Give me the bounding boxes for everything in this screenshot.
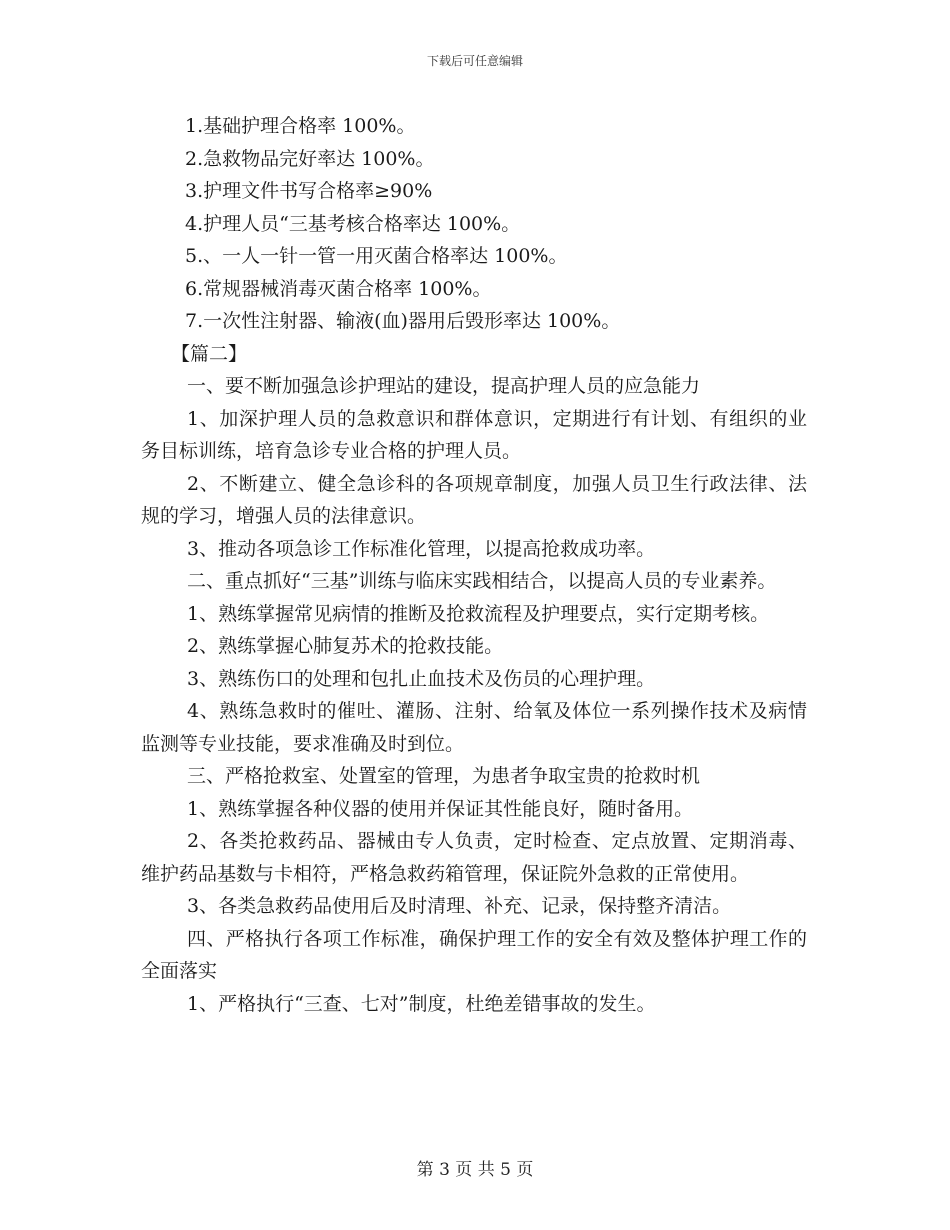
page-footer: 第 3 页 共 5 页: [416, 1160, 534, 1180]
list-item: 3.护理文件书写合格率≥90%: [185, 180, 433, 202]
list-item: 1.基础护理合格率 100%。: [185, 115, 416, 137]
paragraph: 四、严格执行各项工作标准，确保护理工作的安全有效及整体护理工作的全面落实: [141, 927, 807, 982]
paragraph: 一、要不断加强急诊护理站的建设，提高护理人员的应急能力: [187, 375, 701, 397]
list-item: 2.急救物品完好率达 100%。: [185, 147, 435, 170]
list-item: 4.护理人员“三基考核合格率达 100%。: [185, 212, 521, 235]
list-item: 7.一次性注射器、输液(血)器用后毁形率达 100%。: [185, 310, 621, 332]
paragraph: 1、熟练掌握各种仪器的使用并保证其性能良好，随时备用。: [187, 797, 694, 820]
paragraph: 二、重点抓好“三基”训练与临床实践相结合，以提高人员的专业素养。: [187, 570, 777, 592]
paragraph: 1、加深护理人员的急救意识和群体意识，定期进行有计划、有组织的业务目标训练，培育急诊专业合格的护理人员。: [141, 407, 807, 462]
list-item: 6.常规器械消毒灭菌合格率 100%。: [185, 277, 492, 300]
paragraph: 三、严格抢救室、处置室的管理，为患者争取宝贵的抢救时机: [187, 765, 701, 787]
paragraph: 2、不断建立、健全急诊科的各项规章制度，加强人员卫生行政法律、法规的学习，增强人员的法律意识。: [141, 472, 807, 527]
paragraph: 3、各类急救药品使用后及时清理、补充、记录，保持整齐清洁。: [187, 895, 732, 917]
paragraph: 4、熟练急救时的催吐、灌肠、注射、给氧及体位一系列操作技术及病情监测等专业技能，要求准确及时到位。: [141, 700, 807, 755]
list-item: 5.、一人一针一管一用灭菌合格率达 100%。: [185, 245, 568, 267]
document-body: [141, 110, 807, 1020]
section-title: 【篇二】: [171, 342, 248, 365]
page-header: 下载后可任意编辑: [426, 54, 523, 68]
paragraph: 1、严格执行“三查、七对”制度，杜绝差错事故的发生。: [187, 992, 656, 1015]
paragraph: 3、熟练伤口的处理和包扎止血技术及伤员的心理护理。: [187, 667, 656, 690]
paragraph: 2、各类抢救药品、器械由专人负责，定时检查、定点放置、定期消毒、维护药品基数与卡相符，严格急救药箱管理，保证院外急救的正常使用。: [141, 830, 807, 885]
paragraph: 2、熟练掌握心肺复苏术的抢救技能。: [187, 635, 504, 657]
paragraph: 3、推动各项急诊工作标准化管理，以提高抢救成功率。: [187, 537, 656, 560]
paragraph: 1、熟练掌握常见病情的推断及抢救流程及护理要点，实行定期考核。: [187, 602, 770, 625]
